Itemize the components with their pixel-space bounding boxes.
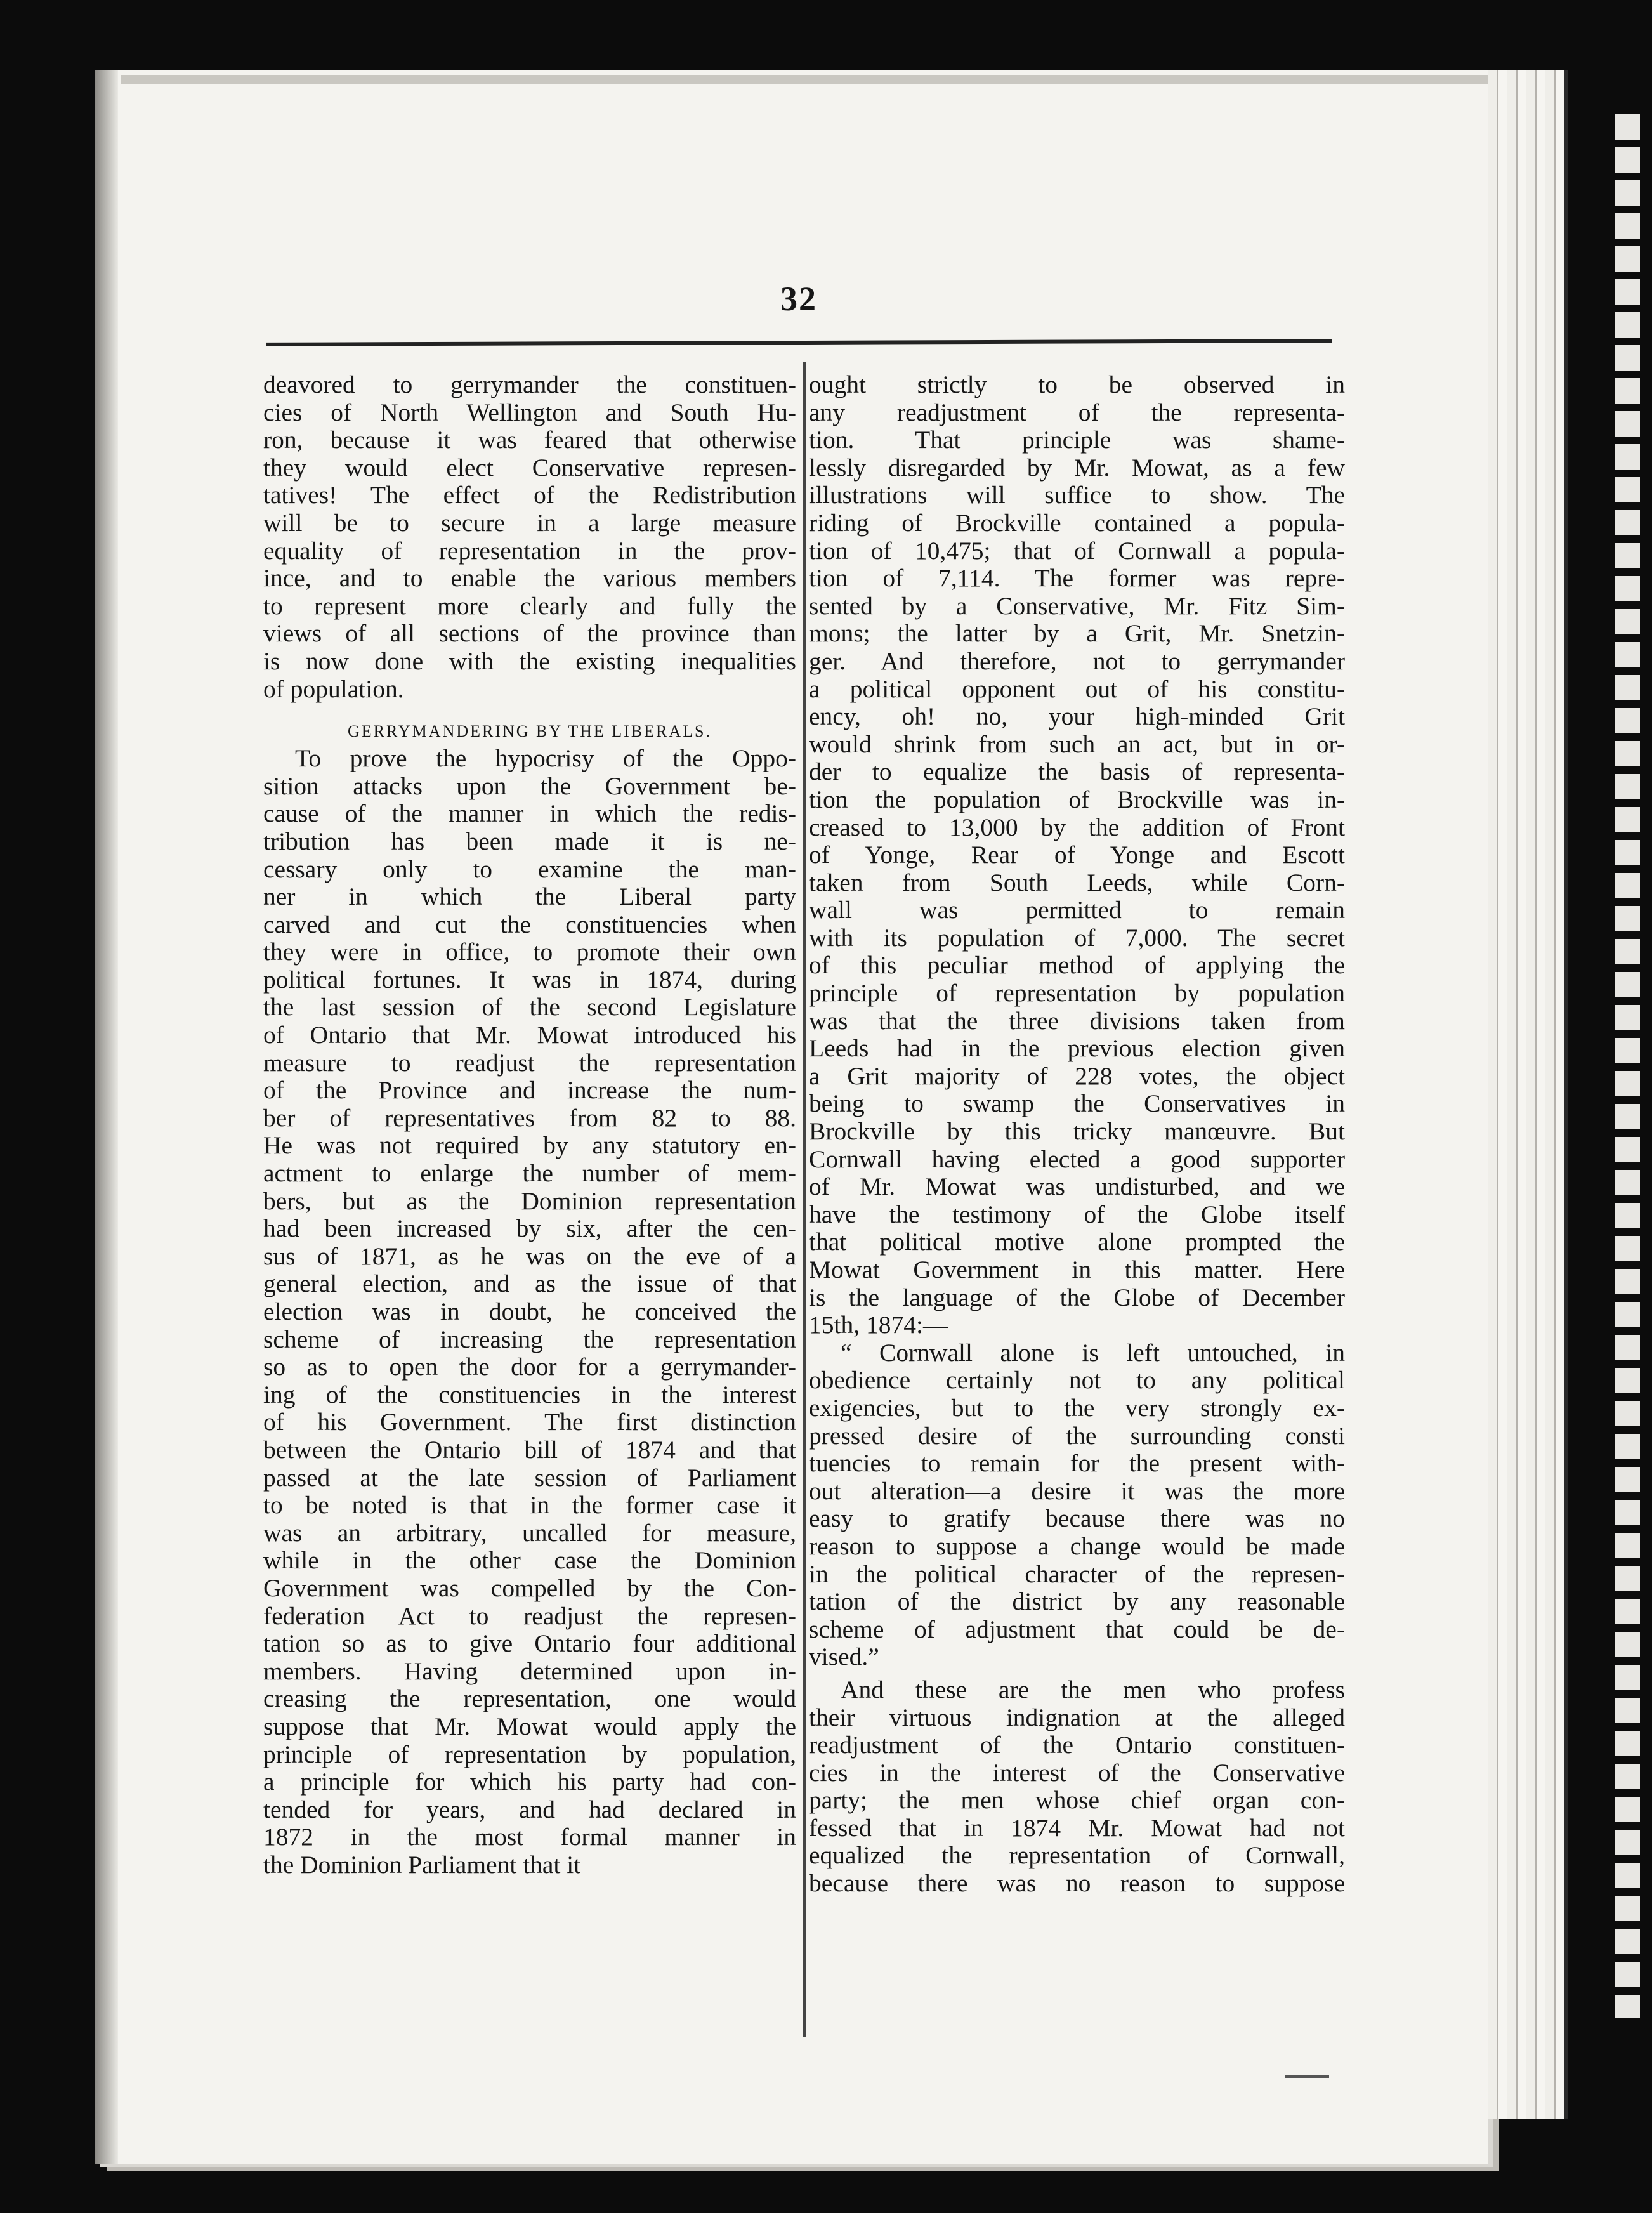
text-line: easy to gratify because there was no: [809, 1504, 1345, 1533]
text-line: to represent more clearly and fully the: [263, 591, 796, 620]
text-line: equality of representation in the prov-: [263, 536, 796, 565]
text-line: riding of Brockville contained a popula-: [809, 508, 1345, 537]
text-line: any readjustment of the representa-: [809, 398, 1345, 426]
text-line: the Dominion Parliament that it: [263, 1850, 581, 1879]
text-line: with its population of 7,000. The secret: [809, 923, 1345, 952]
binding-shadow: [95, 70, 118, 2164]
text-line: tion of 7,114. The former was repre-: [809, 564, 1345, 593]
text-line: ing of the constituencies in the interest: [263, 1380, 796, 1409]
text-line: tatives! The effect of the Redistribution: [263, 481, 796, 509]
stacked-page-edges: [1488, 70, 1568, 2119]
text-line: mons; the latter by a Grit, Mr. Snetzin-: [809, 619, 1345, 648]
text-line: actment to enlarge the number of mem-: [263, 1159, 796, 1188]
text-line: a Grit majority of 228 votes, the object: [809, 1061, 1345, 1090]
text-line: ought strictly to be observed in: [809, 371, 1345, 398]
text-line: equalized the representation of Cornwall,: [809, 1841, 1345, 1870]
text-line: tion. That principle was shame-: [809, 426, 1345, 454]
text-line: scheme of increasing the representation: [263, 1325, 796, 1353]
text-line: reason to suppose a change would be made: [809, 1532, 1345, 1560]
text-line: they would elect Conservative represen-: [263, 453, 796, 482]
text-line: of his Government. The first distinction: [263, 1408, 796, 1436]
text-line: “ Cornwall alone is left untouched, in: [841, 1338, 1345, 1367]
text-line: so as to open the door for a gerrymander-: [263, 1353, 796, 1381]
text-line: exigencies, but to the very strongly ex-: [809, 1393, 1345, 1422]
text-line: is the language of the Globe of December: [809, 1283, 1345, 1311]
text-line: of this peculiar method of applying the: [809, 951, 1345, 980]
text-line: principle of representation by population: [809, 979, 1345, 1008]
text-line: scheme of adjustment that could be de-: [809, 1615, 1345, 1643]
text-line: tuencies to remain for the present with-: [809, 1449, 1345, 1478]
text-line: 1872 in the most formal manner in: [263, 1823, 796, 1851]
text-line: passed at the late session of Parliament: [263, 1463, 796, 1492]
text-line: out alteration—a desire it was the more: [809, 1476, 1345, 1505]
text-line: to be noted is that in the former case it: [263, 1491, 796, 1520]
text-line: suppose that Mr. Mowat would apply the: [263, 1712, 796, 1740]
text-line: federation Act to readjust the represen-: [263, 1601, 796, 1630]
text-line: ency, oh! no, your high-minded Grit: [809, 702, 1345, 731]
column-divider: [803, 362, 806, 2037]
text-line: Mowat Government in this matter. Here: [809, 1256, 1345, 1284]
globe-quotation: [809, 1339, 1345, 1671]
text-line: And these are the men who profess: [841, 1675, 1345, 1704]
text-line: creasing the representation, one would: [263, 1684, 796, 1713]
text-line: that political motive alone prompted the: [809, 1228, 1345, 1256]
right-column: [809, 371, 1345, 1898]
text-line: fessed that in 1874 Mr. Mowat had not: [809, 1813, 1345, 1842]
text-line: have the testimony of the Globe itself: [809, 1200, 1345, 1228]
text-line: Cornwall having elected a good supporter: [809, 1145, 1345, 1173]
text-line: a political opponent out of his constitu-: [809, 674, 1345, 703]
text-line: He was not required by any statutory en-: [263, 1131, 796, 1160]
text-line: tation so as to give Ontario four additional: [263, 1629, 796, 1658]
text-line: views of all sections of the province than: [263, 619, 796, 648]
text-line: will be to secure in a large measure: [263, 508, 796, 537]
text-line: political fortunes. It was in 1874, during: [263, 965, 796, 994]
text-line: cies of North Wellington and South Hu-: [263, 398, 796, 426]
left-column: [263, 371, 796, 1879]
text-line: they were in office, to promote their own: [263, 938, 796, 966]
text-line: was an arbitrary, uncalled for measure,: [263, 1518, 796, 1547]
text-line: while in the other case the Dominion: [263, 1546, 796, 1575]
text-line: sus of 1871, as he was on the eve of a: [263, 1242, 796, 1270]
text-line: party; the men whose chief organ con-: [809, 1786, 1345, 1815]
right-paragraph-1: [809, 371, 1345, 1339]
text-line: bers, but as the Dominion representation: [263, 1186, 796, 1215]
text-line: ner in which the Liberal party: [263, 883, 796, 911]
text-line: tion the population of Brockville was in-: [809, 785, 1345, 813]
text-line: readjustment of the Ontario constituen-: [809, 1731, 1345, 1759]
text-line: Brockville by this tricky manœuvre. But: [809, 1117, 1345, 1146]
text-line: principle of representation by population,: [263, 1740, 796, 1768]
text-line: election was in doubt, he conceived the: [263, 1297, 796, 1325]
text-line: vised.”: [809, 1643, 879, 1671]
text-line: ger. And therefore, not to gerrymander: [809, 647, 1345, 675]
text-line: of Yonge, Rear of Yonge and Escott: [809, 841, 1345, 869]
text-line: tion of 10,475; that of Cornwall a popula-: [809, 536, 1345, 565]
text-line: To prove the hypocrisy of the Oppo-: [295, 744, 796, 773]
text-line: being to swamp the Conservatives in: [809, 1089, 1345, 1118]
text-line: cies in the interest of the Conservative: [809, 1758, 1345, 1787]
text-line: between the Ontario bill of 1874 and that: [263, 1435, 796, 1464]
page-number: 32: [780, 280, 817, 318]
text-line: cause of the manner in which the redis-: [263, 799, 796, 828]
footer-mark: [1285, 2075, 1329, 2078]
text-line: the last session of the second Legislature: [263, 993, 796, 1021]
text-line: tribution has been made it is ne-: [263, 827, 796, 855]
text-line: in the political character of the represen-: [809, 1560, 1345, 1588]
text-line: pressed desire of the surrounding consti: [809, 1421, 1345, 1450]
text-line: Government was compelled by the Con-: [263, 1573, 796, 1602]
text-line: lessly disregarded by Mr. Mowat, as a few: [809, 453, 1345, 482]
text-line: was that the three divisions taken from: [809, 1006, 1345, 1035]
text-line: had been increased by six, after the cen-: [263, 1214, 796, 1243]
text-line: a principle for which his party had con-: [263, 1768, 796, 1796]
text-line: their virtuous indignation at the alleged: [809, 1703, 1345, 1731]
text-line: carved and cut the constituencies when: [263, 910, 796, 938]
text-line: general election, and as the issue of that: [263, 1270, 796, 1298]
text-line: measure to readjust the representation: [263, 1048, 796, 1077]
text-line: sented by a Conservative, Mr. Fitz Sim-: [809, 591, 1345, 620]
text-line: tation of the district by any reasonable: [809, 1587, 1345, 1616]
text-line: obedience certainly not to any political: [809, 1366, 1345, 1395]
text-line: of Ontario that Mr. Mowat introduced his: [263, 1021, 796, 1049]
text-line: Leeds had in the previous election given: [809, 1034, 1345, 1063]
text-line: members. Having determined upon in-: [263, 1657, 796, 1685]
text-line: creased to 13,000 by the addition of Front: [809, 813, 1345, 841]
left-paragraph-2: [263, 745, 796, 1879]
text-line: sition attacks upon the Government be-: [263, 772, 796, 800]
left-paragraph-1: [263, 371, 796, 703]
right-paragraph-2: [809, 1676, 1345, 1898]
text-line: der to equalize the basis of representa-: [809, 758, 1345, 786]
section-subheading: GERRYMANDERING BY THE LIBERALS.: [347, 722, 712, 741]
page-top-edge: [121, 75, 1488, 84]
text-line: would shrink from such an act, but in or-: [809, 730, 1345, 758]
text-line: ron, because it was feared that otherwise: [263, 426, 796, 454]
text-line: deavored to gerrymander the constituen-: [263, 371, 796, 398]
text-line: because there was no reason to suppose: [809, 1869, 1345, 1898]
text-line: ber of representatives from 82 to 88.: [263, 1103, 796, 1132]
text-line: tended for years, and had declared in: [263, 1795, 796, 1823]
text-line: is now done with the existing inequalities: [263, 647, 796, 675]
text-line: of Mr. Mowat was undisturbed, and we: [809, 1172, 1345, 1201]
text-line: ince, and to enable the various members: [263, 564, 796, 593]
text-line: of population.: [263, 674, 404, 703]
page-edge-marks: [1615, 114, 1640, 2018]
text-line: 15th, 1874:—: [809, 1311, 948, 1339]
text-line: cessary only to examine the man-: [263, 855, 796, 883]
text-line: taken from South Leeds, while Corn-: [809, 868, 1345, 896]
text-line: illustrations will suffice to show. The: [809, 481, 1345, 509]
text-line: of the Province and increase the num-: [263, 1076, 796, 1105]
text-line: wall was permitted to remain: [809, 896, 1345, 924]
